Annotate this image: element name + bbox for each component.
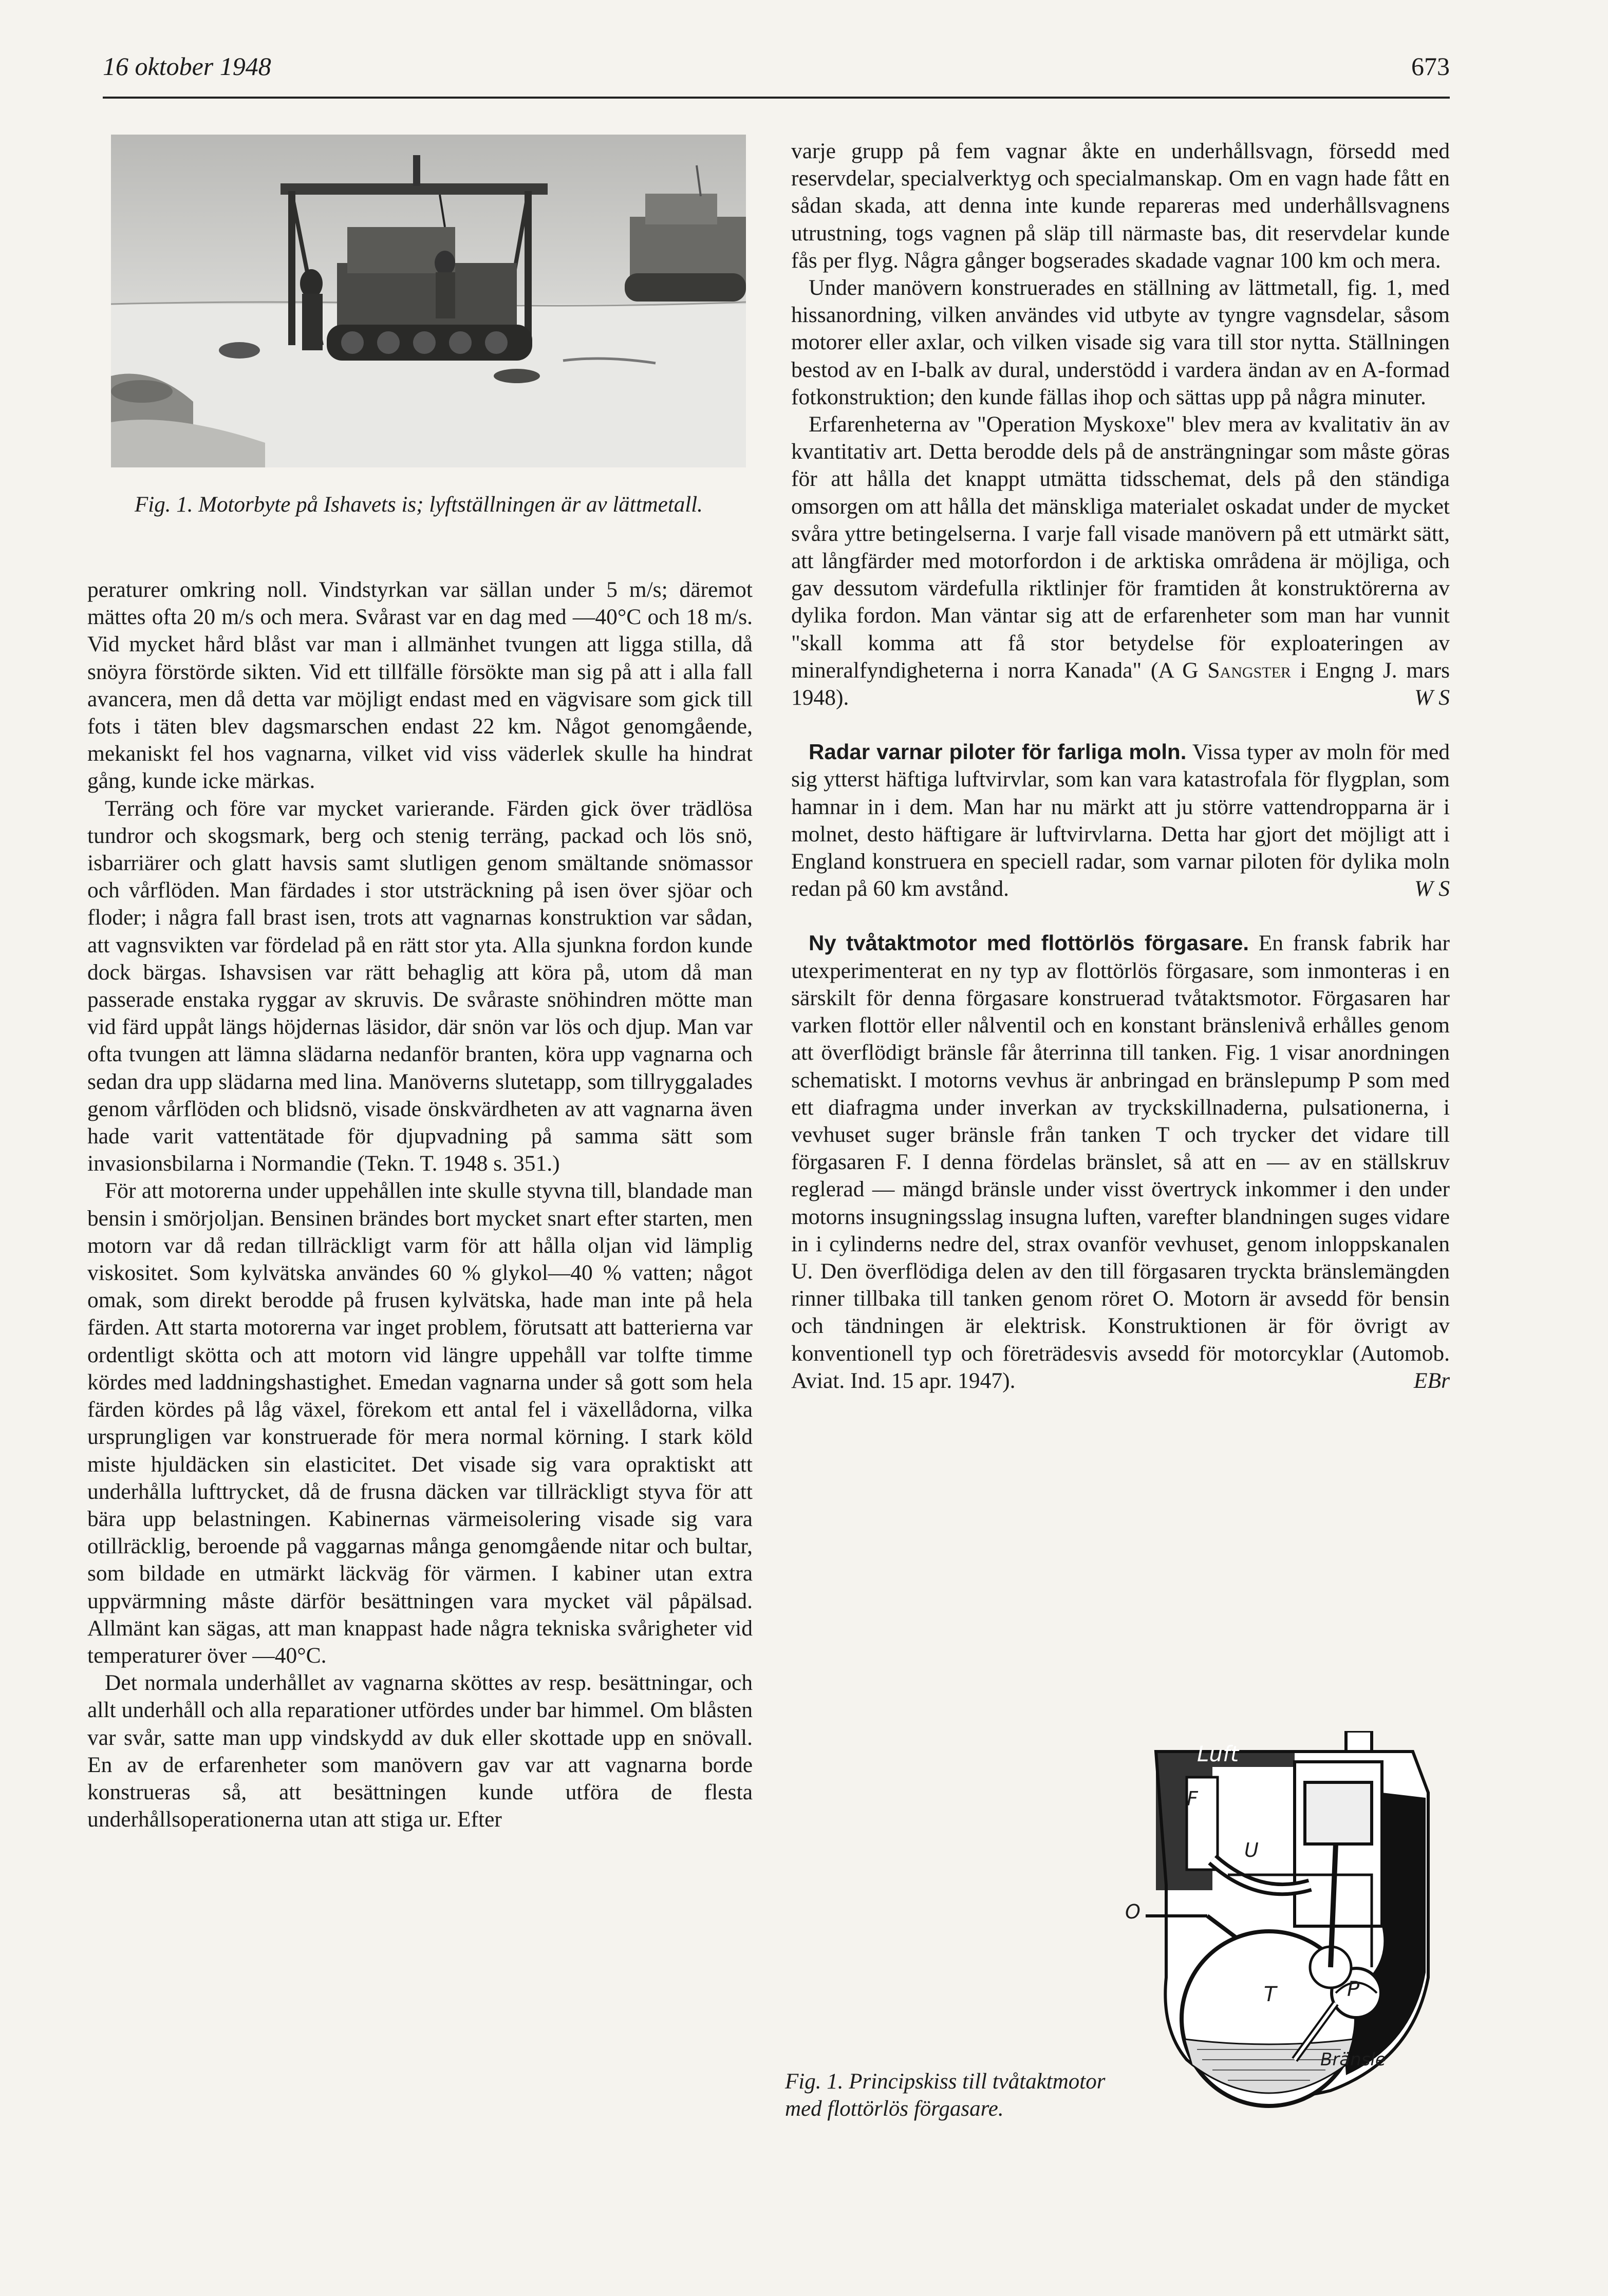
signature: EBr: [1413, 1368, 1450, 1393]
left-column: [87, 576, 753, 1833]
header-rule: [103, 97, 1450, 99]
paragraph-text: Erfarenheterna av "Operation Myskoxe" blev mera av kvalitativ än av kvantitativ art. Detta berodde dels på de ansträngningar som måste göras för att hålla det knappt utmätta tidsschemat, dels på den ständiga omsorgen om att hålla det mänskliga materialet oskadat under de mycket svåra yttre betingelserna. I varje fall visade manövern på ett utmärkt sätt, att långfärder med motorfordon i de arktiska områdena är möjliga, och gav dessutom värdefulla riktlinjer för framtiden åt konstruktörerna av dylika fordon. Man väntar sig att de erfarenheter som man har vunnit "skall komma att få stor betydelse för exploateringen av mineralfyndigheterna i norra Kanada" (A G: [791, 412, 1450, 683]
signature: W S: [1414, 685, 1450, 710]
schematic-drawing: [1125, 1731, 1449, 2142]
label-o: O: [1125, 1900, 1140, 1923]
label-t: T: [1264, 1983, 1277, 2006]
photo-caption: Fig. 1. Motorbyte på Ishavets is; lyftställningen är av lättmetall.: [135, 493, 703, 517]
paragraph: Det normala underhållet av vagnarna sköttes av resp. besättningar, och allt underhåll och alla reparationer utfördes under bar himmel. Om blåsten var svår, satte man upp vindskydd av duk eller skottade upp en snövall. En av de erfarenheter som manövern gav var att vagnarna borde konstrueras så, att besättningen kunde utföra de flesta underhållsoperationerna utan att stiga ur. Efter: [87, 1670, 753, 1832]
label-p: P: [1347, 1978, 1360, 2001]
paragraph: varje grupp på fem vagnar åkte en underhållsvagn, försedd med reservdelar, specialverktyg och specialmanskap. Om en vagn hade fått en sådan skada, att denna inte kunde repareras med underhållsvagnens utrustning, togs vagnen på släp till närmaste bas, dit reservdelar kunde fås per flyg. Några gånger bogserades skadade vagnar 100 km och mera.: [791, 139, 1450, 273]
right-column: [791, 138, 1450, 1395]
article-title: Ny tvåtaktmotor med flottörlös förgasare.: [809, 931, 1249, 955]
diagram-caption: Fig. 1. Principskiss till tvåtaktmotor med flottörlös förgasare.: [785, 2069, 1106, 2121]
photo-lift-frame-on-ice: [111, 135, 746, 467]
article-text: Vissa typer av moln för med sig ytterst häftiga luftvirvlar, som kan vara katastrofala för flygplan, som hamnar in i dem. Man har nu märkt att ju större vattendropparna är i molnet, desto häftigare är luftvirvlarna. Detta har gjort det möjligt att i England konstruera en speciell radar, som varnar piloten för dylika moln redan på 60 km avstånd.: [791, 740, 1450, 901]
paragraph: För att motorerna under uppehållen inte skulle styvna till, blandade man bensin i smörjoljan. Bensinen brändes bort mycket snart efter starten, men motorn var då redan tillräckligt varm för att hålla oljan vid lämplig viskositet. Som kylvätska användes 60 % glykol—40 % vatten; något omak, som direkt berodde på frusen kylvätska, hade man inte på hela färden. Att starta motorerna var inget problem, förutsatt att batterierna var ordentligt skötta och att motorn vid längre uppehåll var tolfte timme kördes med laddningshastighet. Emedan vagnarna under så gott som hela färden kördes på låg växel, förekom ett antal fel i växellådorna, vilka ursprungligen var konstruerade för mera normal körning. I stark köld miste hjuldäcken sin elasticitet. Det visade sig vara opraktiskt att underhålla lufttrycket, då de frusna däcken var tillräckligt styva för att bära upp belastningen. Kabinernas värmeisolering visade sig vara otillräcklig, beroende på vaggarnas många genomgående nitar och bultar, som bildade en utmärkt läckväg för värmen. I kabiner utan extra uppvärmning måste därför besättningen vara mycket väl påpälsad. Allmänt kan sägas, att man knappast hade några tekniska svårigheter vid temperaturer över —40°C.: [87, 1178, 753, 1668]
source-reference: i Engng J. mars 1948).: [791, 657, 1450, 710]
article-title: Radar varnar piloter för farliga moln.: [809, 740, 1187, 764]
paragraph: Terräng och före var mycket varierande. Färden gick över trädlösa tundror och skogsmark, berg och stenig terräng, packad och lös snö, isbarriärer och glatt havsis samt slutligen genom smältande snömassor och vårflöden. Man färdades i stor utsträckning på isen över sjöar och floder; i några fall brast isen, trots att vagnarnas konstruktion var sådan, att vagnsvikten var fördelad på en rätt stor yta. Alla sjunkna fordon kunde dock bärgas. Ishavsisen var rätt behaglig att köra på, utom då man passerade enstaka ryggar av skruvis. De svåraste snöhindren mötte man vid färd uppåt längs höjdernas läsidor, där snön var lös och djup. Man var ofta tvungen att lämna slädarna nedanför branten, köra upp vagnarna och sedan dra upp slädarna med lina. Manöverns slutetapp, som tillryggalades genom vårflöden och blidsnö, visade önskvärdheten av att vagnarna även hade varit vattentätade för djupvadning på samma sätt som invasionsbilarna i Normandie (Tekn. T. 1948 s. 351.): [87, 796, 753, 1176]
paragraph: [791, 411, 1450, 711]
paragraph: Under manövern konstruerades en ställning av lättmetall, fig. 1, med hissanordning, vilken användes vid utbyte av tyngre vagnsdelar, såsom motorer eller axlar, och vilken visade sig vara till stor nytta. Ställningen bestod av en I-balk av dural, understödd i vardera ändan av en A-formad fotkonstruktion; den kunde fällas ihop och sättas upp på några minuter.: [791, 275, 1450, 409]
label-f: F: [1187, 1787, 1198, 1810]
author-name: Sangster: [1207, 657, 1291, 683]
radar-article: [791, 738, 1450, 902]
page-number: 673: [1411, 52, 1450, 81]
label-u: U: [1244, 1839, 1259, 1861]
article-text: En fransk fabrik har utexperimenterat en ny typ av flottörlös förgasare, som inmonteras i en särskilt för denna förgasare konstruerad tvåtaktsmotor. Förgasaren har varken flottör eller nålventil och en konstant bränslenivå erhålles genom att överflödigt bränsle får återrinna till tanken. Fig. 1 visar anordningen schematiskt. I motorns vevhus är anbringad en bränslepump P som med ett diafragma under inverkan av tryckskillnaderna, pulsationerna, i vevhuset suger bränsle från tanken T och trycker det vidare till förgasaren F. I denna fördelas bränslet, så att en — av en ställskruv reglerad — mängd bränsle under visst övertryck inkommer i den under motorns insugningsslag insugna luften, varefter blandningen suges vidare in i cylinderns nedre del, strax ovanför vevhuset, genom inloppskanalen U. Den överflödiga delen av den till förgasaren tryckta bränslemängden rinner tillbaka till tanken genom röret O. Motorn är avsedd för bensin och tändningen är elektrisk. Konstruktionen är för övrigt av konventionell typ och företrädesvis avsedd för motorcyklar (Automob. Aviat. Ind. 15 apr. 1947).: [791, 931, 1450, 1393]
paragraph: peraturer omkring noll. Vindstyrkan var sällan under 5 m/s; däremot mättes ofta 20 m/s och mera. Svårast var en dag med —40°C och 18 m/s. Vid mycket hård blåst var man i allmänhet tvungen att ligga stilla, då snöyra förstörde sikten. Vid ett tillfälle försökte man sig på att i alla fall avancera, men då detta var möjligt endast med en vägvisare som gick till fots i täten blev dagsmarschen endast 22 km. Något genomgående, mekaniskt fel hos vagnarna, vilket vid viss väderlek skulle ha hindrat gång, kunde icke märkas.: [87, 577, 753, 794]
engine-schematic: [1125, 1731, 1449, 2142]
signature: W S: [1414, 876, 1450, 901]
label-bransle: Bränsle: [1320, 2049, 1386, 2070]
motor-article: [791, 929, 1450, 1394]
photo-image: [111, 135, 746, 467]
label-luft: Luft: [1197, 1741, 1239, 1766]
issue-date: 16 oktober 1948: [103, 52, 271, 81]
